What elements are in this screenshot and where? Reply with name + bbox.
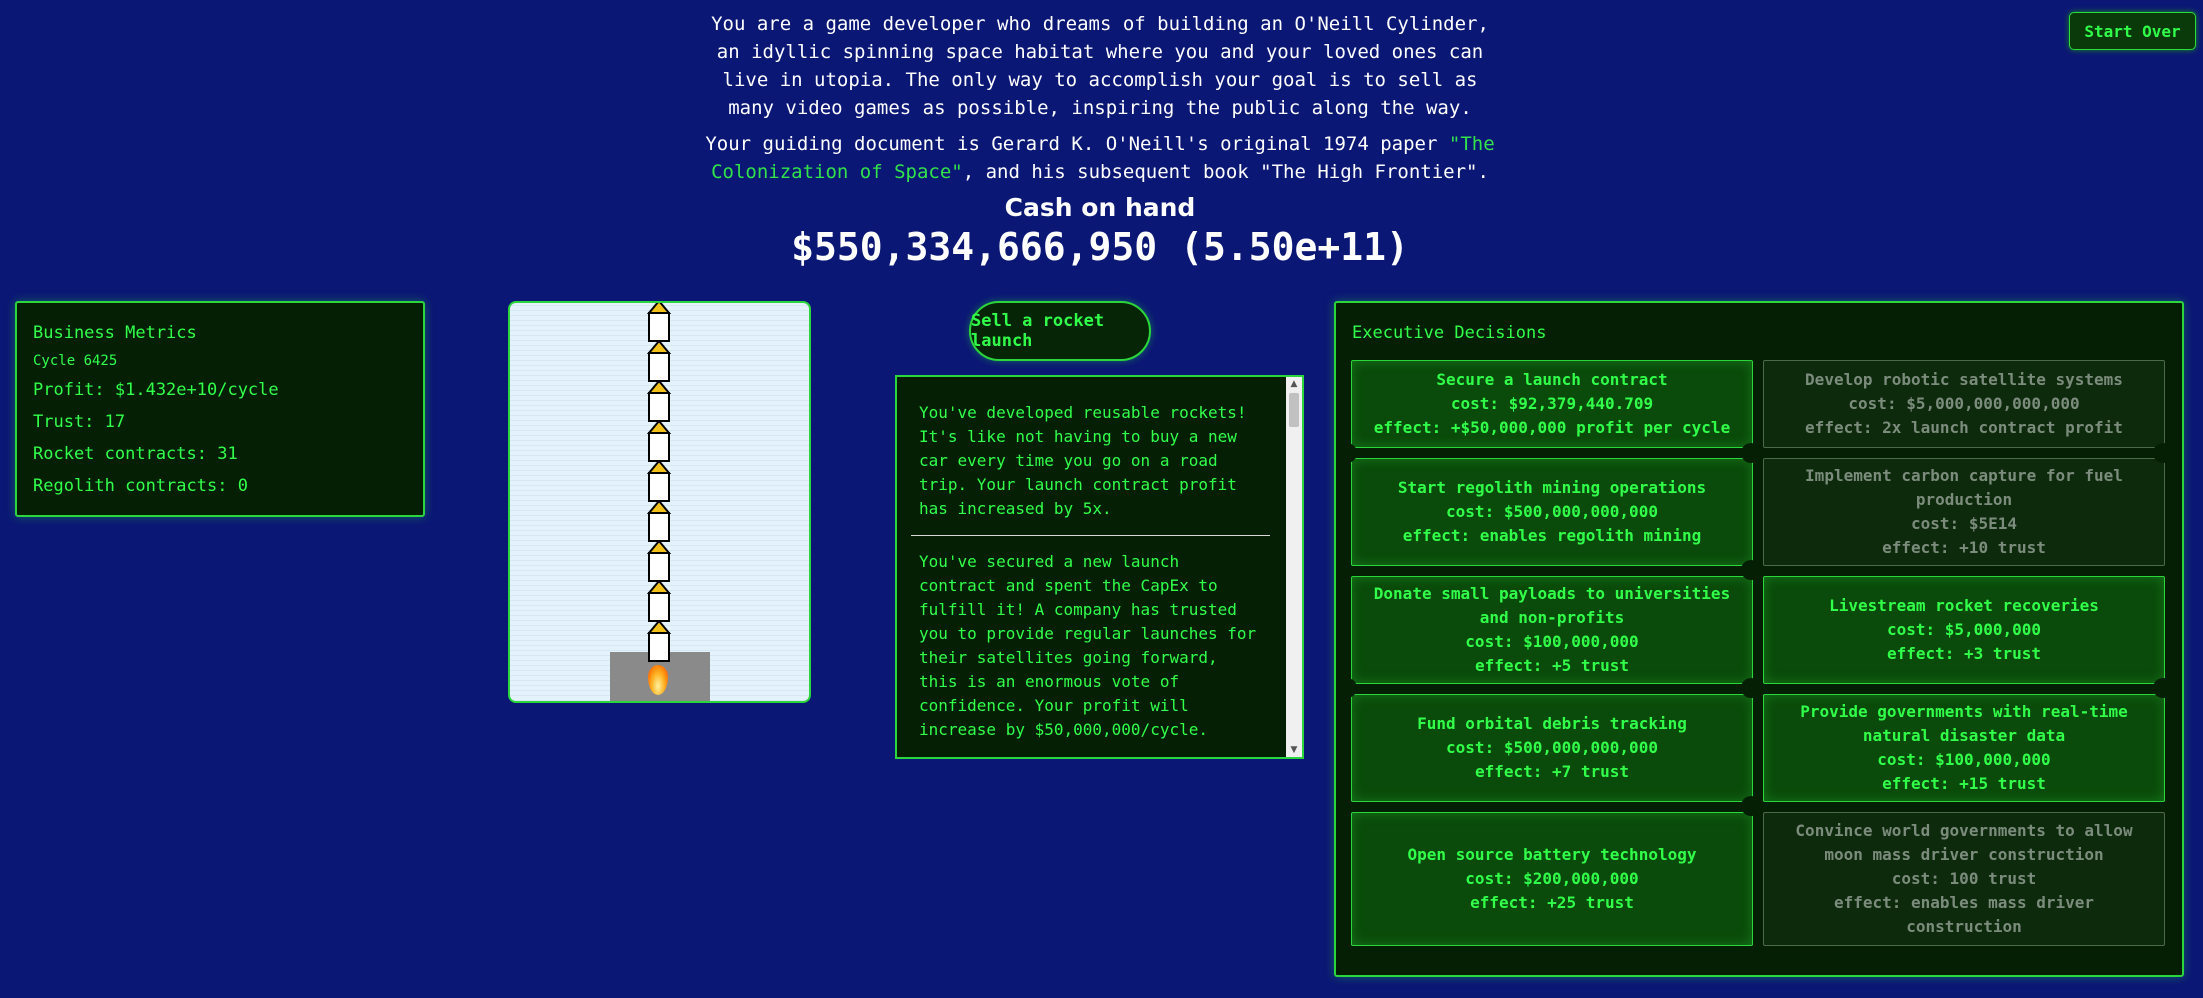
decision-develop-robotic-satellites[interactable] — [1763, 360, 2165, 448]
rocket-contracts-metric: Rocket contracts: 31 — [33, 444, 238, 464]
grid-node-decoration — [1741, 796, 1761, 816]
decision-effect: effect: +10 trust — [1882, 538, 2046, 557]
rocket-icon — [649, 461, 669, 501]
scroll-up-icon[interactable]: ▲ — [1290, 379, 1298, 389]
log-divider — [911, 535, 1270, 536]
decision-cost: cost: $5,000,000,000,000 — [1848, 394, 2080, 413]
start-over-button[interactable]: Start Over — [2069, 12, 2196, 50]
decision-cost: cost: 100 trust — [1891, 869, 2037, 888]
rocket-icon — [649, 541, 669, 581]
decision-livestream-recoveries[interactable] — [1763, 576, 2165, 684]
intro-paragraph-1: You are a game developer who dreams of building an O'Neill Cylinder, an idyllic spinning space habitat where you and your loved ones can live in utopia. The only way to accomplish your goal is to sell as many video games as possible, inspiring the public along the way. — [711, 13, 1489, 119]
business-metrics-panel — [15, 301, 425, 517]
decision-title: Convince world governments to allow moon mass driver construction — [1795, 821, 2133, 864]
decision-effect: effect: +15 trust — [1882, 774, 2046, 793]
intro-paragraph-2 — [700, 130, 1500, 186]
decision-title: Implement carbon capture for fuel production — [1805, 466, 2123, 509]
colonization-paper-link[interactable]: "The Colonization of Space" — [711, 133, 1495, 183]
profit-metric: Profit: $1.432e+10/cycle — [33, 380, 279, 400]
decision-cost: cost: $500,000,000,000 — [1446, 738, 1658, 757]
decision-cost: cost: $5,000,000 — [1886, 620, 2042, 639]
decision-title: Open source battery technology — [1407, 845, 1697, 864]
grid-node-decoration — [1337, 678, 1357, 698]
decision-title: Donate small payloads to universities and non-profits — [1373, 584, 1731, 627]
decision-carbon-capture[interactable] — [1763, 458, 2165, 566]
log-entry: You've developed reusable rockets! It's like not having to buy a new car every time you go on a road trip. Your launch contract profit has increased by 5x. — [919, 403, 1247, 518]
grid-node-decoration — [2153, 443, 2173, 463]
grid-node-decoration — [1337, 443, 1357, 463]
rocket-icon — [649, 381, 669, 421]
decision-title: Livestream rocket recoveries — [1829, 596, 2099, 615]
decision-effect: effect: +7 trust — [1474, 762, 1630, 781]
intro-text — [700, 10, 1500, 194]
decision-cost: cost: $5E14 — [1911, 514, 2017, 533]
decision-disaster-data[interactable] — [1763, 694, 2165, 802]
decision-effect: effect: +3 trust — [1886, 644, 2042, 663]
decision-title: Provide governments with real-time natural disaster data — [1800, 702, 2128, 745]
cash-label: Cash on hand — [1004, 193, 1196, 222]
decision-title: Secure a launch contract — [1436, 370, 1668, 389]
event-log-content — [897, 377, 1284, 757]
executive-decisions-title: Executive Decisions — [1352, 323, 1547, 343]
decision-start-regolith-mining[interactable] — [1351, 458, 1753, 566]
decision-title: Fund orbital debris tracking — [1417, 714, 1687, 733]
trust-metric: Trust: 17 — [33, 412, 126, 432]
business-metrics-title: Business Metrics — [33, 323, 197, 343]
decision-effect: effect: enables regolith mining — [1402, 526, 1702, 545]
decision-open-source-battery[interactable] — [1351, 812, 1753, 946]
decision-cost: cost: $200,000,000 — [1465, 869, 1639, 888]
rocket-stack — [510, 303, 809, 701]
event-log[interactable] — [895, 375, 1304, 759]
grid-node-decoration — [1741, 678, 1761, 698]
regolith-contracts-metric: Regolith contracts: 0 — [33, 476, 248, 496]
rocket-icon — [649, 501, 669, 541]
rocket-icon — [649, 581, 669, 621]
rocket-icon — [649, 341, 669, 381]
decision-effect: effect: +25 trust — [1470, 893, 1634, 912]
decision-fund-debris-tracking[interactable] — [1351, 694, 1753, 802]
rocket-icon — [649, 621, 669, 661]
decision-cost: cost: $100,000,000 — [1877, 750, 2051, 769]
decision-cost: cost: $92,379,440.709 — [1450, 394, 1654, 413]
cash-value: $550,334,666,950 (5.50e+11) — [791, 225, 1409, 269]
rocket-icon — [649, 303, 669, 341]
intro-paragraph-2-suffix: , and his subsequent book "The High Frontier". — [962, 161, 1489, 183]
decision-effect: effect: +$50,000,000 profit per cycle — [1373, 418, 1731, 437]
rocket-launch-viewport — [508, 301, 811, 703]
decision-moon-mass-driver[interactable] — [1763, 812, 2165, 946]
decision-effect: effect: 2x launch contract profit — [1805, 418, 2123, 437]
grid-node-decoration — [1741, 443, 1761, 463]
decision-title: Develop robotic satellite systems — [1805, 370, 2123, 389]
scroll-down-icon[interactable]: ▼ — [1290, 745, 1298, 755]
decision-title: Start regolith mining operations — [1397, 478, 1707, 497]
grid-node-decoration — [2153, 678, 2173, 698]
grid-node-decoration — [1741, 560, 1761, 580]
log-entry: You've secured a new launch contract and spent the CapEx to fulfill it! A company has trusted you to provide regular launches for their satellites going forward, this is an enormous vote of confidence. Your profit will increase by $50,000,000/cycle. — [919, 552, 1257, 739]
scroll-thumb[interactable] — [1289, 393, 1299, 427]
decision-effect: effect: enables mass driver construction — [1833, 893, 2095, 936]
decision-effect: effect: +5 trust — [1474, 656, 1630, 675]
decision-secure-launch-contract[interactable] — [1351, 360, 1753, 448]
event-log-scrollbar[interactable] — [1286, 377, 1302, 757]
executive-decisions-panel — [1334, 301, 2184, 977]
decision-cost: cost: $100,000,000 — [1465, 632, 1639, 651]
sell-rocket-launch-button[interactable]: Sell a rocket launch — [969, 301, 1151, 361]
intro-paragraph-2-prefix: Your guiding document is Gerard K. O'Neill's original 1974 paper — [705, 133, 1449, 155]
rocket-icon — [649, 421, 669, 461]
decision-donate-payloads[interactable] — [1351, 576, 1753, 684]
cycle-counter: Cycle 6425 — [33, 353, 118, 369]
decision-cost: cost: $500,000,000,000 — [1446, 502, 1658, 521]
